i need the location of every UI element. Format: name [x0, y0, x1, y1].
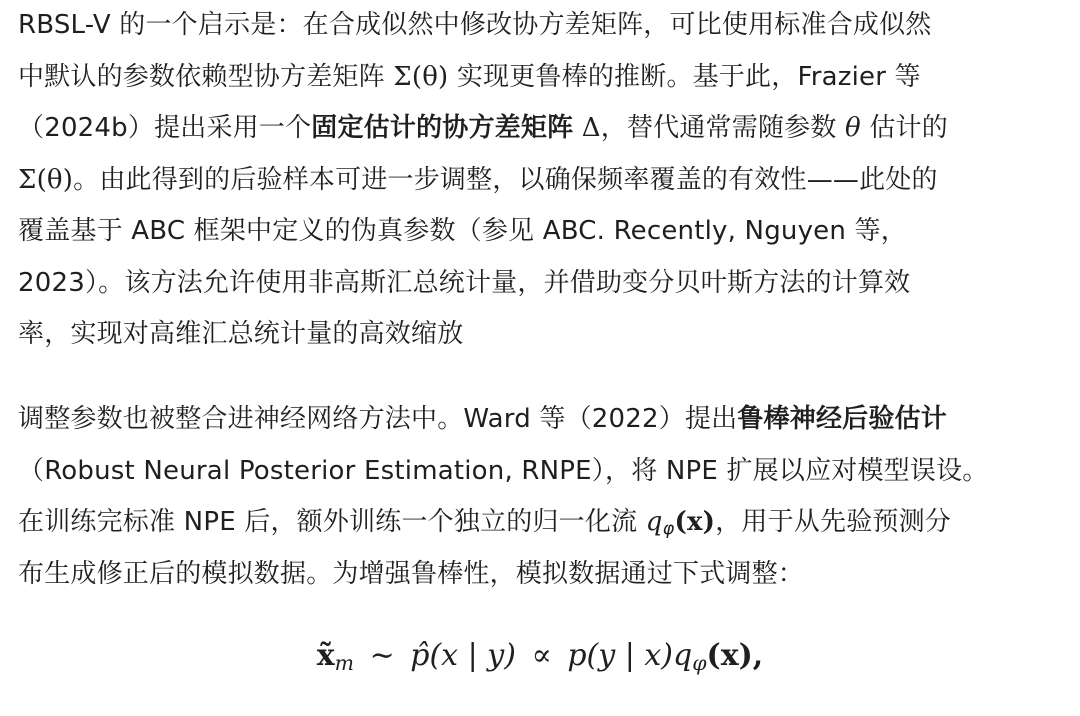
eq-x-tilde: x̃ [316, 638, 335, 673]
text-line [18, 52, 948, 104]
text-line: RBSL-V 的一个启示是：在合成似然中修改协方差矩阵，可比使用标准合成似然 [18, 10, 932, 40]
eq-subscript-m: m [334, 651, 355, 676]
text-line [18, 103, 948, 155]
bold-term-rnpe: 鲁棒神经后验估计 [737, 404, 947, 434]
math-sigma-theta: Σ(θ) [18, 164, 74, 195]
text-line [18, 155, 948, 207]
text-segment: ，替代通常需随参数 [600, 113, 846, 143]
text-line: 覆盖基于 ABC 框架中定义的伪真参数（参见 ABC. Recently, Nguyen 等， [18, 216, 907, 246]
eq-propto-symbol: ∝ [531, 638, 552, 673]
eq-sim-symbol: ∼ [369, 638, 395, 673]
text-segment: 在训练完标准 NPE 后，额外训练一个独立的归一化流 [18, 507, 646, 537]
text-line [18, 497, 989, 549]
eq-likelihood: p(y | x) [567, 638, 673, 673]
text-segment: 中默认的参数依赖型协方差矩阵 [18, 61, 394, 92]
eq-subscript-phi: φ [692, 651, 707, 676]
paragraph-rbsl-v [18, 0, 948, 361]
math-subscript-phi: φ [662, 519, 675, 540]
eq-flow-argument: (x), [706, 638, 764, 673]
math-sigma-theta: Σ(θ) [393, 61, 449, 92]
text-line: 2023）。该方法允许使用非高斯汇总统计量，并借助变分贝叶斯方法的计算效 [18, 267, 911, 298]
math-flow-q: q [645, 507, 663, 537]
math-flow-argument: (x) [674, 507, 716, 537]
math-theta: θ [845, 113, 861, 143]
eq-flow-q: q [673, 638, 693, 673]
text-segment: ，用于从先验预测分 [715, 507, 951, 537]
display-equation [0, 628, 1080, 691]
text-line [18, 394, 989, 446]
text-segment: 实现更鲁棒的推断。基于此，Frazier 等 [448, 61, 921, 92]
text-line: 布生成修正后的模拟数据。为增强鲁棒性，模拟数据通过下式调整： [18, 558, 805, 589]
text-segment: 调整参数也被整合进神经网络方法中。Ward 等（2022）提出 [18, 404, 738, 434]
text-segment: 估计的 [860, 113, 948, 143]
bold-term-fixed-covariance: 固定估计的协方差矩阵 [311, 113, 574, 143]
text-segment: 。由此得到的后验样本可进一步调整，以确保频率覆盖的有效性——此处的 [73, 164, 938, 195]
eq-p-hat: p̂(x | y) [410, 638, 516, 673]
text-line: 率，实现对高维汇总统计量的高效缩放 [18, 319, 464, 349]
text-segment: （2024b）提出采用一个 [18, 113, 312, 143]
paragraph-rnpe [18, 394, 989, 600]
math-delta: Δ [573, 113, 601, 143]
text-line: （Robust Neural Posterior Estimation, RNPE），将 NPE 扩展以应对模型误设。 [18, 455, 989, 486]
